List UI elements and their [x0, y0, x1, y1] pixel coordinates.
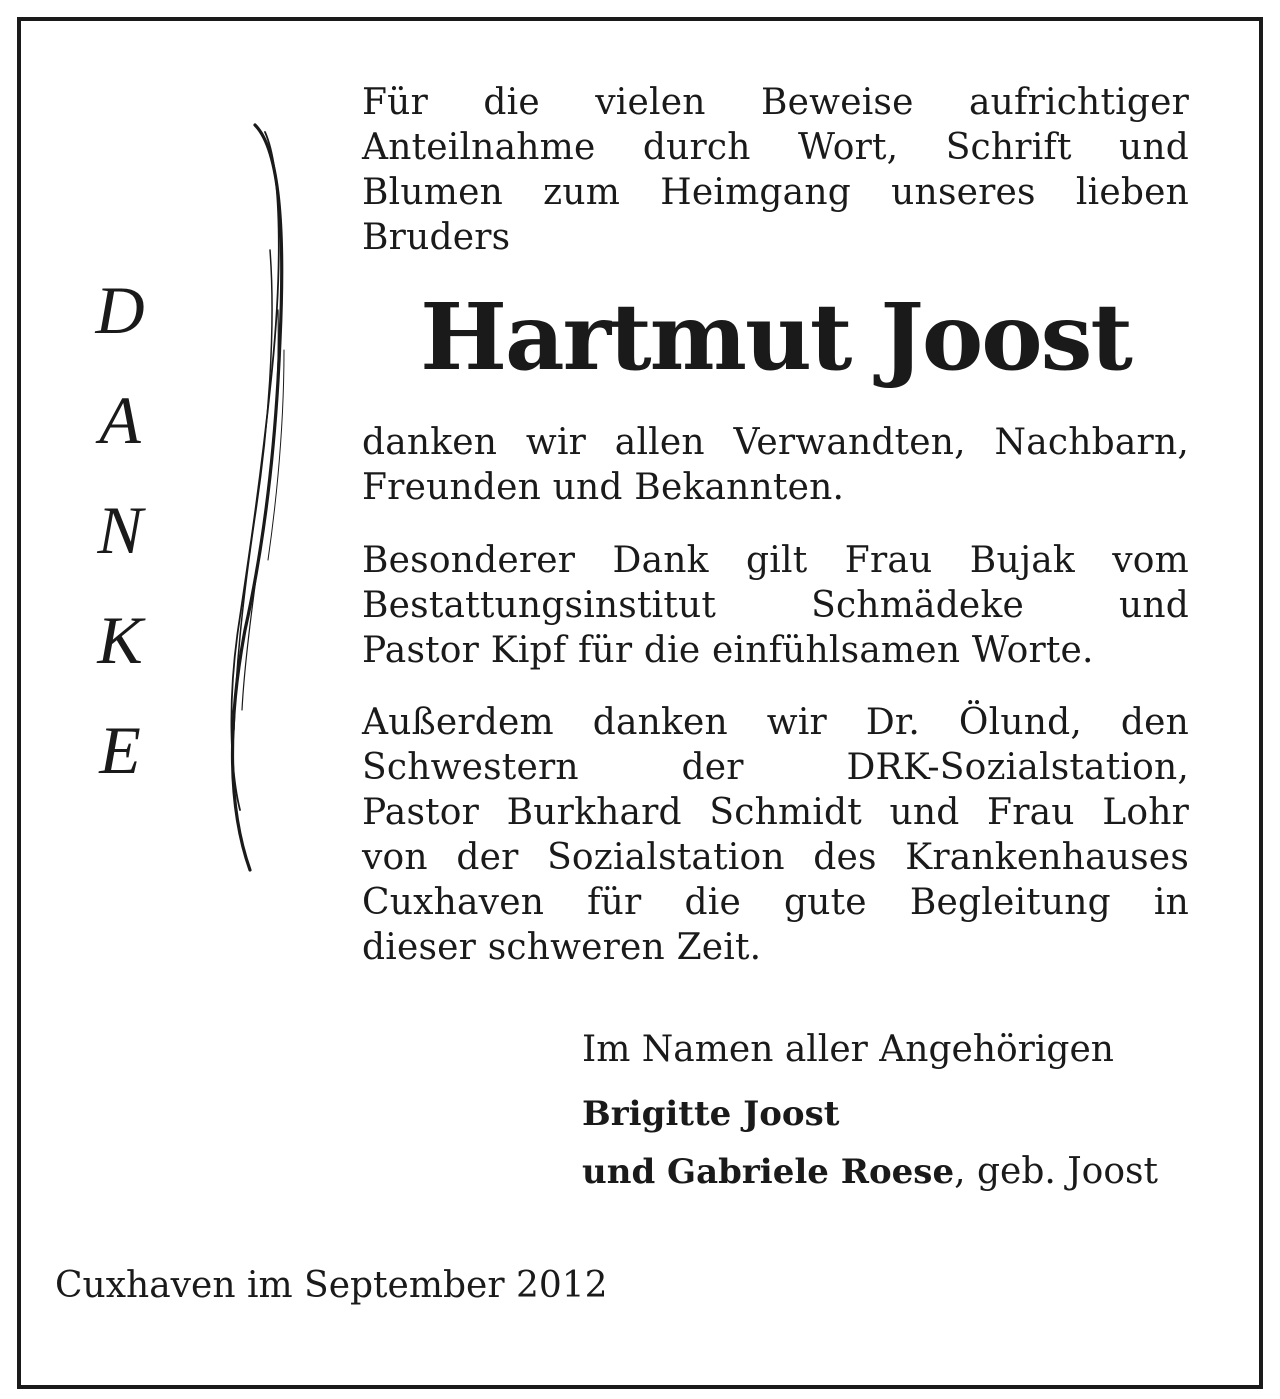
text-line: Anteilnahme durch Wort, Schrift und	[362, 127, 1189, 168]
text-line: danken wir allen Verwandten, Nachbarn,	[362, 422, 1189, 463]
text-line: Für die vielen Beweise aufrichtiger	[362, 82, 1189, 123]
text-line: Blumen zum Heimgang unseres lieben	[362, 172, 1189, 213]
signature-name-2-suffix: , geb. Joost	[954, 1151, 1158, 1192]
signature-intro: Im Namen aller Angehörigen	[582, 1029, 1114, 1070]
danke-letter: A	[99, 382, 141, 458]
danke-letter: D	[95, 272, 145, 348]
danke-letter: E	[99, 712, 141, 788]
text-line: dieser schweren Zeit.	[362, 927, 762, 968]
signature-block	[582, 1028, 1192, 1194]
thanks-additional-paragraph	[362, 700, 1189, 970]
signature-line-2	[582, 1150, 1192, 1194]
thanks-general-paragraph	[362, 420, 1189, 510]
intro-paragraph	[362, 80, 1189, 260]
vertical-danke	[60, 255, 180, 805]
text-line: Besonderer Dank gilt Frau Bujak vom	[362, 540, 1189, 581]
danke-letter: N	[97, 492, 143, 568]
text-line: Bruders	[362, 217, 511, 258]
text-line: von der Sozialstation des Krankenhauses	[362, 837, 1189, 878]
danke-letter: K	[97, 602, 143, 678]
thanks-special-paragraph	[362, 538, 1189, 673]
text-line: Pastor Burkhard Schmidt und Frau Lohr	[362, 792, 1189, 833]
place-date: Cuxhaven im September 2012	[55, 1265, 608, 1306]
signature-name-2: und Gabriele Roese	[582, 1152, 955, 1192]
text-line: Cuxhaven für die gute Begleitung in	[362, 882, 1189, 923]
text-line: Bestattungsinstitut Schmädeke und	[362, 585, 1189, 626]
decorative-lines-icon	[210, 110, 320, 880]
text-line: Schwestern der DRK-Sozialstation,	[362, 747, 1189, 788]
text-line: Freunden und Bekannten.	[362, 467, 845, 508]
text-line: Außerdem danken wir Dr. Ölund, den	[362, 702, 1189, 743]
text-line: Pastor Kipf für die einfühlsamen Worte.	[362, 630, 1094, 671]
signature-name-1: Brigitte Joost	[582, 1094, 840, 1134]
deceased-name: Hartmut Joost	[420, 283, 1131, 391]
